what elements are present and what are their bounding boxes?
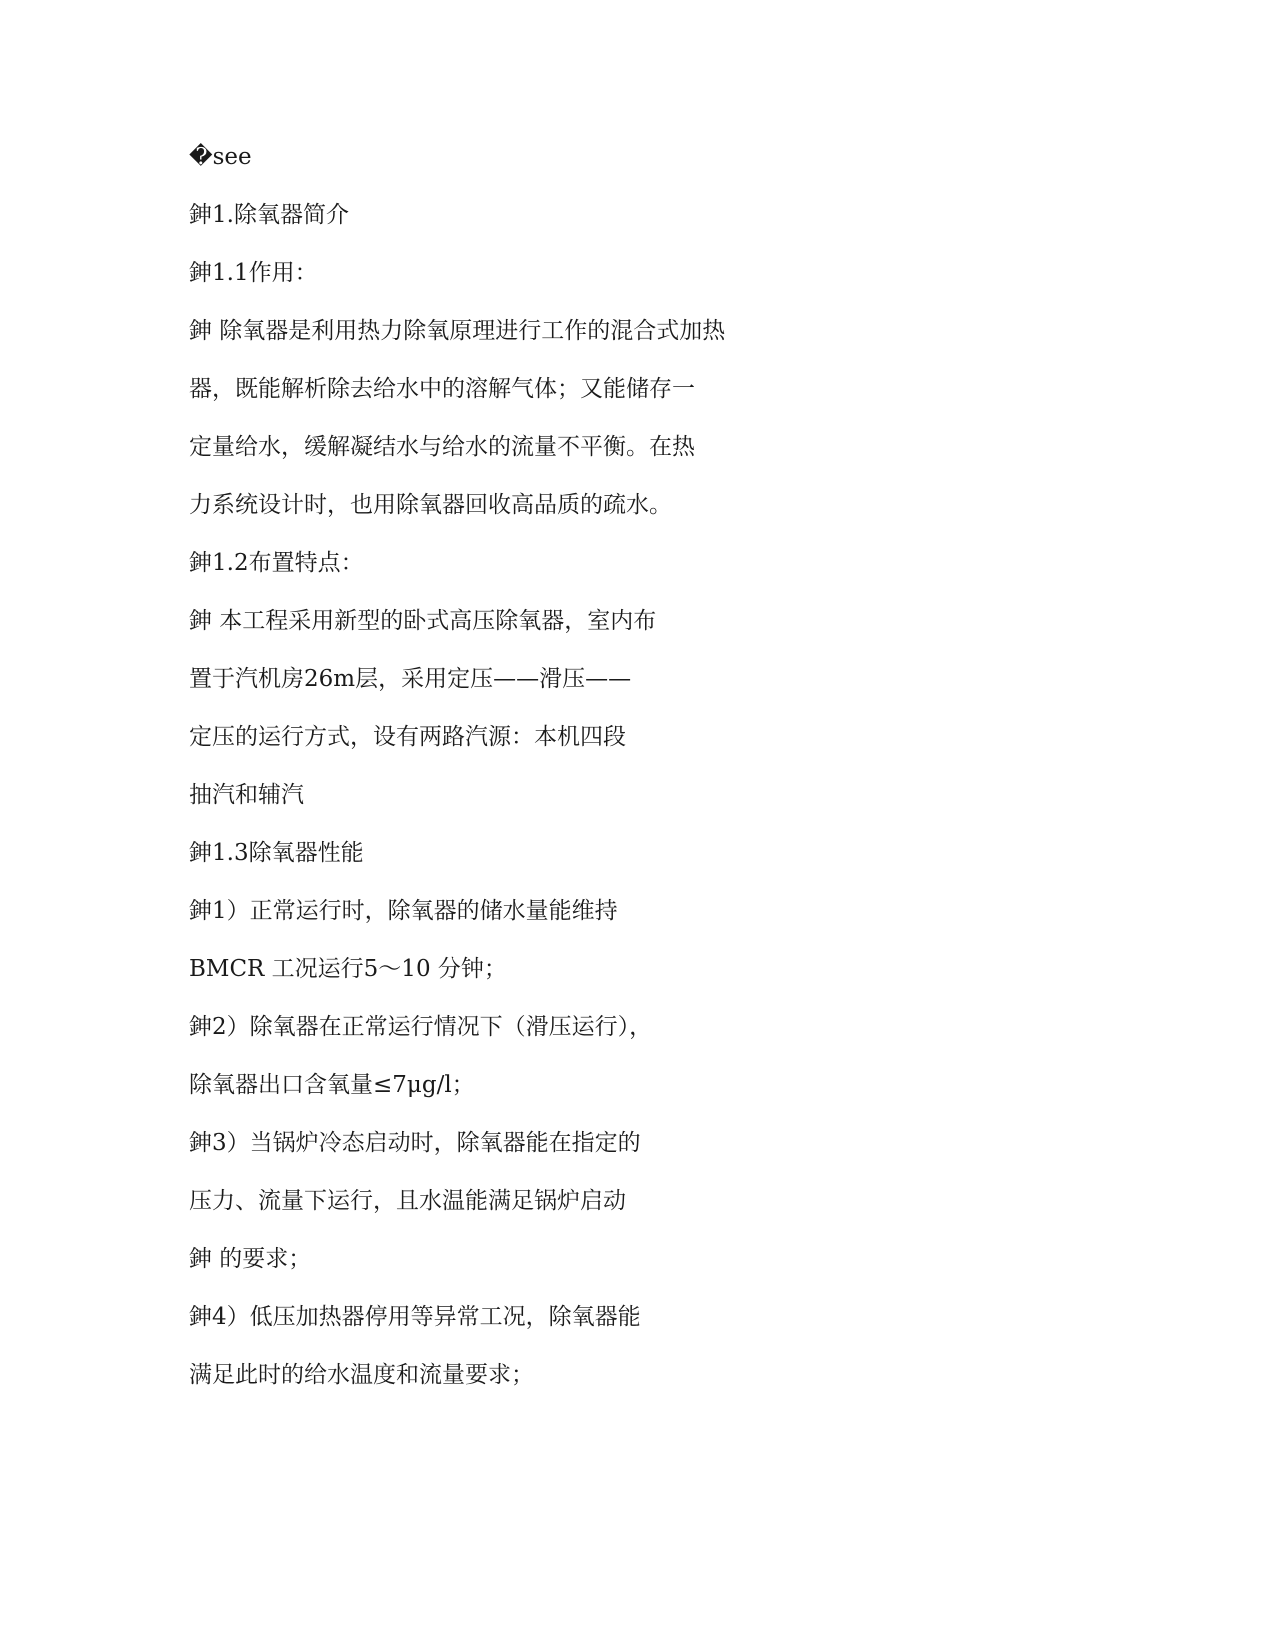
paragraph-line: 置于汽机房26m层，采用定压——滑压——: [189, 666, 632, 692]
list-item-line: BMCR 工况运行5～10 分钟；: [189, 956, 507, 982]
list-item-line: 除氧器出口含氧量≤7μg/l；: [189, 1072, 475, 1098]
paragraph-line: 器，既能解析除去给水中的溶解气体；又能储存一: [189, 376, 695, 402]
list-item-line: 鉮 的要求；: [189, 1246, 312, 1272]
section-heading-1: 鉮1.除氧器简介: [189, 202, 349, 228]
paragraph-line: 鉮 本工程采用新型的卧式高压除氧器，室内布: [189, 608, 657, 634]
subsection-heading-1-1: 鉮1.1作用：: [189, 260, 318, 286]
subsection-heading-1-2: 鉮1.2布置特点：: [189, 550, 364, 576]
list-item-line: 满足此时的给水温度和流量要求；: [189, 1362, 534, 1388]
list-item-line: 压力、流量下运行，且水温能满足锅炉启动: [189, 1188, 626, 1214]
paragraph-line: 抽汽和辅汽: [189, 782, 304, 808]
subsection-heading-1-3: 鉮1.3除氧器性能: [189, 840, 364, 866]
text-line-1: �see: [189, 144, 252, 170]
list-item-line: 鉮4）低压加热器停用等异常工况，除氧器能: [189, 1304, 641, 1330]
list-item-line: 鉮1）正常运行时，除氧器的储水量能维持: [189, 898, 618, 924]
paragraph-line: 力系统设计时，也用除氧器回收高品质的疏水。: [189, 492, 672, 518]
list-item-line: 鉮3）当锅炉冷态启动时，除氧器能在指定的: [189, 1130, 641, 1156]
paragraph-line: 定压的运行方式，设有两路汽源：本机四段: [189, 724, 626, 750]
paragraph-line: 鉮 除氧器是利用热力除氧原理进行工作的混合式加热: [189, 318, 726, 344]
paragraph-line: 定量给水，缓解凝结水与给水的流量不平衡。在热: [189, 434, 695, 460]
list-item-line: 鉮2）除氧器在正常运行情况下（滑压运行），: [189, 1014, 653, 1040]
